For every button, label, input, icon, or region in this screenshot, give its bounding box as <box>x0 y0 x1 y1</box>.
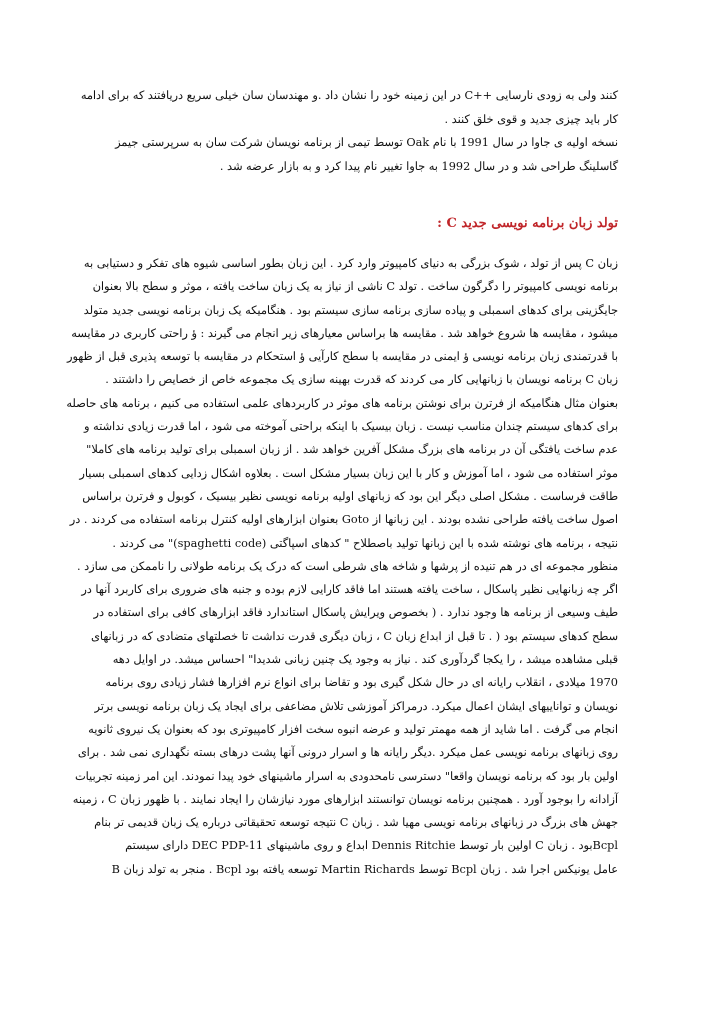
text-line: نتیجه ، برنامه های نوشته شده با این زبانها تولید باصطلاح " کدهای اسپاگتی (spaghetti code)" می کردند . <box>112 536 618 550</box>
body-paragraph <box>66 252 618 881</box>
section-heading: تولد زبان برنامه نویسی جدید C : <box>437 216 618 231</box>
text-line: جهش های بزرگ در زبانهای برنامه نویسی مهیا شد . زبان C نتیجه توسعه تحقیقاتی درباره یک زبان قدیمی تر بنام <box>94 816 618 830</box>
text-line: عامل یونیکس اجرا شد . زبان Bcpl توسط Martin Richards توسعه یافته بود Bcpl . منجر به تولد زبان B <box>111 862 618 876</box>
text-line: زبان C پس از تولد ، شوک بزرگی به دنیای کامپیوتر وارد کرد . این زبان بطور اساسی شیوه های تفکر و دستیابی به <box>83 257 618 270</box>
text-line: Bcplبود . زبان C اولین بار توسط Dennis Ritchie ابداع و روی ماشینهای DEC PDP-11 دارای سیستم <box>125 839 618 853</box>
document-page <box>66 84 618 881</box>
text-line: اگر چه زبانهایی نظیر پاسکال ، ساخت یافته هستند اما فاقد کارایی لازم بوده و جنبه های ضروری برای کاربرد آنها در <box>81 583 618 597</box>
intro-paragraph <box>80 84 618 178</box>
text-line: اصول ساخت یافته طراحی نشده بودند . این زبانها از Goto بعنوان ابزارهای اولیه کنترل برنامه استفاده می کردند . در <box>69 513 618 527</box>
text-line: برای کدهای سیستم چندان مناسب نیست . زبان بیسیک با اینکه براحتی آموخته می شود ، اما قدرت زیادی نداشته و <box>83 420 618 434</box>
text-line: انجام می گرفت . اما شاید از همه مهمتر تولید و عرضه انبوه سخت افزار کامپیوتری بود که بعنوان یک نیروی ثانویه <box>88 722 618 736</box>
text-line: طیف وسیعی از برنامه ها وجود ندارد . ( بخصوص ویرایش پاسکال استاندارد فاقد ابزارهای کافی برای استفاده در <box>93 606 618 620</box>
text-line: 1970 میلادی ، انقلاب رایانه ای در حال شکل گیری بود و تقاضا برای انواع نرم افزارها فشار زیادی روی برنامه <box>105 676 618 690</box>
text-line: موثر استفاده می شود ، اما آموزش و کار با این زبان بسیار مشکل است . بعلاوه اشکال زدایی کدهای اسمبلی بسیار <box>79 466 618 480</box>
text-line: کنند ولی به زودی نارسایی ++C در این زمینه خود را نشان داد .و مهندسان سان خیلی سریع دریافتند که برای ادامه <box>80 89 618 102</box>
text-line: عدم ساخت یافتگی آن در برنامه های بزرگ مشکل آفرین خواهد شد . از زبان اسمبلی برای تولید برنامه های کاملا" <box>86 443 618 457</box>
text-line: گاسلینگ طراحی شد و در سال 1992 به جاوا تغییر نام پیدا کرد و به بازار عرضه شد . <box>219 159 618 173</box>
text-line: جایگزینی برای کدهای اسمبلی و پیاده سازی برنامه سازی سیستم بود . هنگامیکه یک زبان برنامه نویسی جدید متولد <box>83 303 618 317</box>
text-line: با قدرتمندی زبان برنامه نویسی ؤ ایمنی در مقایسه با سطح کارآیی ؤ استحکام در مقایسه با توسعه پذیری قبل از ظهور <box>66 350 618 364</box>
text-line: قبلی مشاهده میشد ، را یکجا گردآوری کند . نیاز به وجود یک چنین زبانی شدیدا" احساس میشد. در اوایل دهه <box>112 653 618 667</box>
text-line: نسخه اولیه ی جاوا در سال 1991 با نام Oak توسط تیمی از برنامه نویسان شرکت سان به سرپرستی جیمز <box>115 136 618 149</box>
text-line: زبان C برنامه نویسان با زبانهایی کار می کردند که قدرت بهینه سازی یک مجموعه خاص از خصایص را داشتند . <box>105 373 618 387</box>
text-line: کار باید چیزی جدید و قوی خلق کنند . <box>444 112 618 126</box>
text-line: بعنوان مثال هنگامیکه از فرترن برای نوشتن برنامه های موثر در کاربردهای علمی استفاده می کنیم ، برنامه های حاصله <box>66 396 618 410</box>
text-line: طاقت فرساست . مشکل اصلی دیگر این بود که زبانهای اولیه برنامه نویسی نظیر بیسیک ، کوبول و فرترن براساس <box>82 489 618 503</box>
text-line: نویسان و تواناییهای ایشان اعمال میکرد. درمراکز آموزشی تلاش مضاعفی برای ایجاد یک زبان برنامه نویسی برتر <box>94 699 618 713</box>
text-line: آزادانه را بوجود آورد . همچنین برنامه نویسان توانستند ابزارهای مورد نیازشان را ایجاد نمایند . با ظهور زبان C ، زمینه <box>72 792 618 806</box>
text-line: اولین بار بود که برنامه نویسان واقعا" دسترسی نامحدودی به اسرار ماشینهای خود پیدا نمودند. این امر زمینه تجربیات <box>74 769 618 783</box>
text-line: منظور مجموعه ای در هم تنیده از پرشها و شاخه های شرطی است که درک یک برنامه طولانی را ناممکن می سازد . <box>76 559 618 573</box>
text-line: برنامه نویسی کامپیوتر را دگرگون ساخت . تولد C ناشی از نیاز به یک زبان ساخت یافته ، موثر و سطح بالا بعنوان <box>92 280 618 294</box>
text-line: سطح کدهای سیستم بود ( . تا قبل از ابداع زبان C ، زبان دیگری قدرت نداشت تا خصلتهای متضادی که در زبانهای <box>91 629 618 643</box>
text-line: میشود ، مقایسه ها شروع خواهد شد . مقایسه ها براساس معیارهای زیر انجام می گیرند : ؤ راحتی کاربری در مقایسه <box>71 326 618 340</box>
text-line: روی زبانهای برنامه نویسی عمل میکرد .دیگر رایانه ها و اسرار درونی آنها پشت درهای بسته نگهداری نمی شد . برای <box>77 746 618 760</box>
